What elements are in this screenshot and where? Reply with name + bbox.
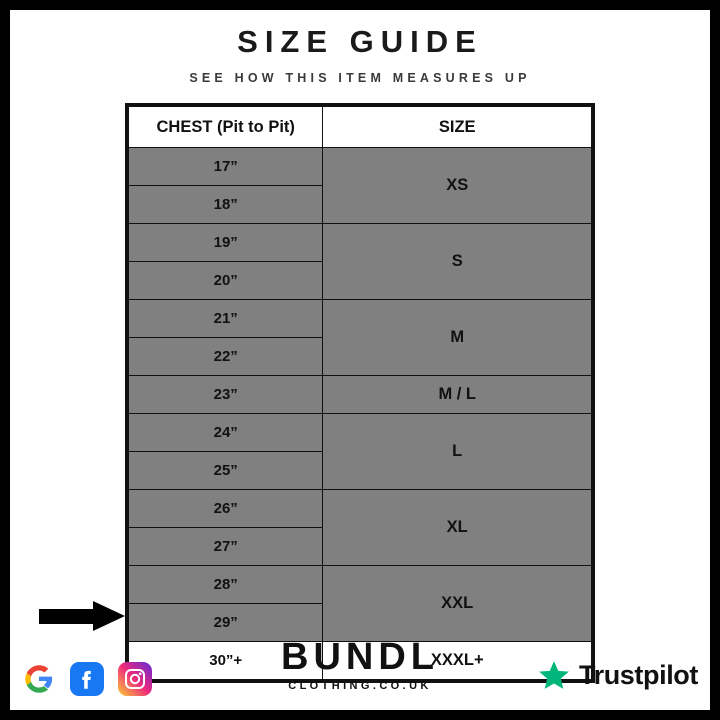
arrow-head [93, 601, 125, 631]
arrow-shaft [39, 609, 94, 624]
page-subtitle: SEE HOW THIS ITEM MEASURES UP [189, 71, 531, 85]
table-row [129, 490, 592, 528]
right-arrow-icon [39, 601, 125, 631]
cell-chest-22: 22” [129, 338, 323, 376]
trustpilot-wordmark: Trustpilot [579, 660, 698, 690]
table-body [129, 148, 592, 680]
cell-size-ml: M / L [323, 376, 592, 414]
cell-size-xl: XL [323, 490, 592, 566]
size-guide-card [10, 10, 710, 710]
footer [10, 630, 710, 702]
cell-chest-21: 21” [129, 300, 323, 338]
column-header-chest: CHEST (Pit to Pit) [129, 107, 323, 148]
cell-chest-28: 28” [129, 566, 323, 604]
trustpilot-logo[interactable] [537, 659, 698, 692]
cell-chest-17: 17” [129, 148, 323, 186]
cell-chest-18: 18” [129, 186, 323, 224]
brand-website: CLOTHING.CO.UK [288, 680, 432, 692]
cell-size-s: S [323, 224, 592, 300]
cell-chest-29: 29” [129, 604, 323, 642]
cell-chest-30-plus: 30”+ [129, 642, 323, 680]
cell-size-xxl: XXL [323, 566, 592, 642]
cell-size-l: L [323, 414, 592, 490]
size-table-container [125, 103, 595, 683]
size-table [128, 106, 592, 680]
cell-chest-20: 20” [129, 262, 323, 300]
column-header-size: SIZE [323, 107, 592, 148]
table-row [129, 566, 592, 604]
cell-chest-19: 19” [129, 224, 323, 262]
table-header-row [129, 107, 592, 148]
page-title: SIZE GUIDE [237, 24, 483, 59]
cell-size-xs: XS [323, 148, 592, 224]
cell-chest-27: 27” [129, 528, 323, 566]
table-row [129, 300, 592, 338]
brand-name: BUNDL [281, 636, 439, 678]
cell-size-xxxl-plus: XXXL+ [323, 642, 592, 680]
cell-chest-25: 25” [129, 452, 323, 490]
table-row [129, 224, 592, 262]
cell-chest-24: 24” [129, 414, 323, 452]
table-row [129, 414, 592, 452]
cell-chest-23: 23” [129, 376, 323, 414]
table-row [129, 376, 592, 414]
table-header [129, 107, 592, 148]
table-row [129, 148, 592, 186]
cell-chest-26: 26” [129, 490, 323, 528]
trustpilot-star-icon [537, 659, 571, 692]
cell-size-m: M [323, 300, 592, 376]
